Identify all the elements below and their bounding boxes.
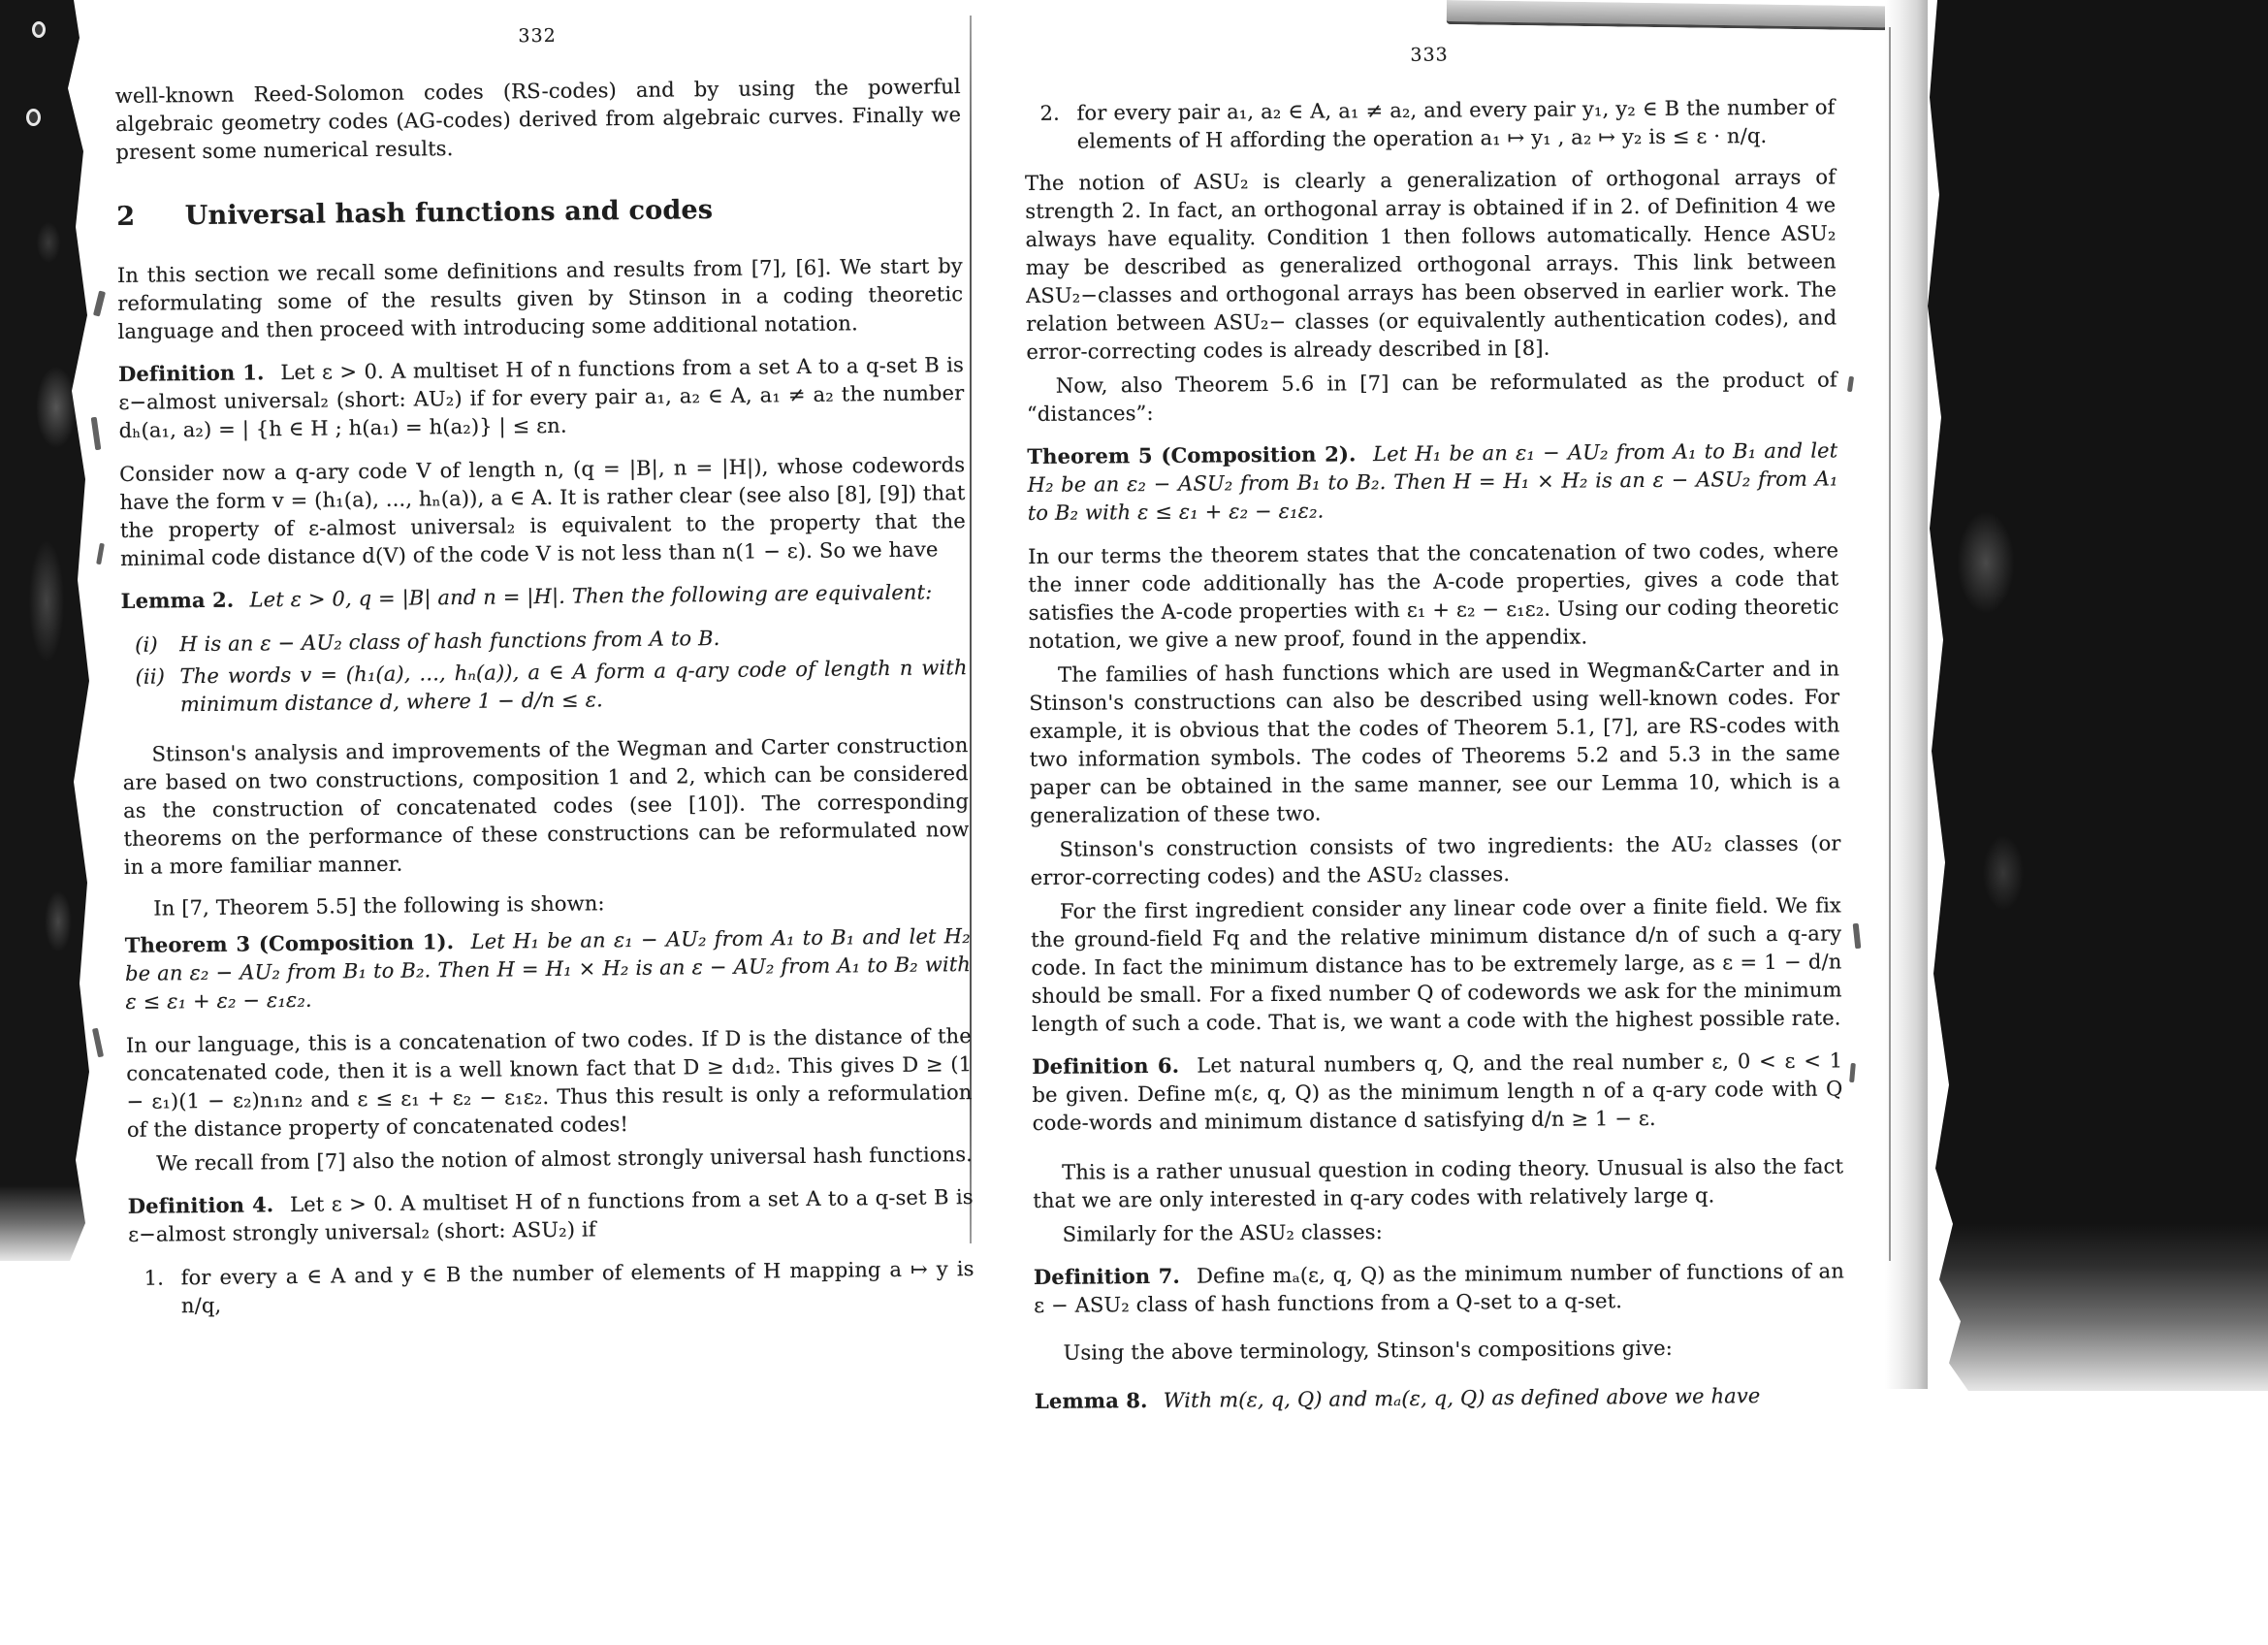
in-our-language-paragraph: In our language, this is a concatenation of two codes. If D is the distance of the concatenated code, then it is a well known fact that D ≥ d₁d₂. This gives D ≥ (1 − ε₁)(1 − ε₂)n₁n₂ and ε ≤ ε₁ + ε₂ − ε₁ε₂. Thus this result is only a reformulation of the distance property of concatenated codes! [125, 1024, 973, 1142]
right-page-number: 333 [1410, 44, 1449, 66]
first-ingredient-paragraph: For the first ingredient consider any linear code over a finite field. We fix the ground-field Fq and the relative minimum distance d/n of such a q-ary code. In fact the minimum distance has to be extremely large, as ε = 1 − d/n should be small. For a fixed number Q of codewords we ask for the minimum length of such a code. That is, we want a code with the highest possible rate. [1031, 893, 1842, 1036]
theorem-5 [1027, 435, 1838, 528]
definition-4-list-continued [1039, 93, 1835, 155]
item-text: for every a ∈ A and y ∈ B the number of elements of H mapping a ↦ y is n/q, [180, 1257, 974, 1318]
scan-smudge [91, 417, 102, 451]
scan-smudge [93, 291, 106, 317]
definition-4-item-2 [1039, 93, 1835, 155]
definition-4 [128, 1182, 974, 1249]
item-text: H is an ε − AU₂ class of hash functions from A to B. [179, 626, 720, 657]
definition-7-label: Definition 7. [1033, 1263, 1180, 1289]
lemma-8 [1035, 1380, 1845, 1416]
in-our-terms-paragraph: In our terms the theorem states that the concatenation of two codes, where the inner code additionally has the A-code properties, gives a code that satisfies the A-code properties with ε₁ + ε₂ − ε₁ε₂. Using our coding theoretic notation, we give a new proof, found in the appendix. [1028, 538, 1839, 653]
unusual-paragraph: This is a rather unusual question in coding theory. Unusual is also the fact that we are only interested in q-ary codes with relatively large q. [1033, 1154, 1844, 1212]
continuation-paragraph: well-known Reed-Solomon codes (RS-codes) and by using the powerful algebraic geometry codes (AG-codes) derived from algebraic curves. Finally we present some numerical results. [114, 75, 962, 164]
definition-1-text: Let ε > 0. A multiset H of n functions from a set A to a q-set B is ε−almost universal₂ (short: AU₂) if for every pair a₁, a₂ ∈ A, a₁ ≠ a₂ the number dₕ(a₁, a₂) = | {h ∈ H ; h(a₁) = h(a₂)} | ≤ εn. [118, 353, 965, 442]
section-number: 2 [116, 201, 136, 232]
theorem-3 [125, 921, 972, 1016]
lemma-2-item-ii [135, 654, 968, 720]
item-marker: (ii) [135, 664, 166, 689]
section-heading [116, 192, 962, 233]
stinson-construction-paragraph: Stinson's construction consists of two ingredients: the AU₂ classes (or error-correcting codes) and the ASU₂ classes. [1030, 831, 1841, 889]
definition-7 [1034, 1256, 1844, 1320]
theorem-3-label: Theorem 3 (Composition 1). [124, 929, 455, 957]
families-paragraph: The families of hash functions which are used in Wegman&Carter and in Stinson's constructions can also be described using well-known codes. For example, it is obvious that the codes of Theorem 5.1, [7], are RS-codes with two information symbols. The codes of Theorems 5.2 and 5.3 in the same paper can be obtained in the same manner, see our Lemma 10, which is a generalization of these two. [1029, 657, 1841, 827]
definition-4-label: Definition 4. [127, 1192, 274, 1218]
consider-paragraph: Consider now a q-ary code V of length n, (q = |B|, n = |H|), whose codewords have the form v = (h₁(a), ..., hₙ(a)), a ∈ A. It is rather clear (see also [8], [9]) that the property of ε-almost universal₂ is equivalent to the property that the minimal code distance d(V) of the code V is not less than n(1 − ε). So we have [119, 453, 966, 570]
page-edge-line [1889, 27, 1891, 1261]
item-text: The words v = (h₁(a), ..., hₙ(a)), a ∈ A form a q-ary code of length n with minimum distance d, where 1 − d/n ≤ ε. [179, 656, 968, 717]
page-edge-strip [1885, 0, 1928, 1389]
definition-1 [118, 350, 965, 445]
definition-4-text: Let ε > 0. A multiset H of n functions from a set A to a q-set B is ε−almost strongly universal₂ (short: ASU₂) if [127, 1185, 974, 1246]
page-curl-artifact [1447, 0, 1902, 31]
now-also-paragraph: Now, also Theorem 5.6 in [7] can be reformulated as the product of “distances”: [1026, 368, 1837, 426]
lemma-2-label: Lemma 2. [120, 587, 235, 613]
definition-4-item-1 [144, 1255, 974, 1321]
section-title: Universal hash functions and codes [184, 195, 714, 232]
scan-speck [26, 109, 41, 126]
notion-paragraph: The notion of ASU₂ is clearly a generalization of orthogonal arrays of strength 2. In fact, an orthogonal array is obtained if in 2. of Definition 4 we always have equality. Condition 1 then follows automatically. Hence ASU₂ may be described as generalized orthogonal arrays. This link between ASU₂−classes and orthogonal arrays has been observed in earlier work. The relation between ASU₂− classes (or equivalently authentication codes), and error-correcting codes is already described in [8]. [1025, 165, 1837, 364]
definition-4-list [144, 1255, 974, 1321]
we-recall-paragraph: We recall from [7] also the notion of almost strongly universal hash functions. [156, 1143, 974, 1176]
scan-smudge [1847, 376, 1854, 393]
similarly-paragraph: Similarly for the ASU₂ classes: [1062, 1220, 1384, 1246]
stinson-paragraph: Stinson's analysis and improvements of the Wegman and Carter construction are based on two constructions, composition 1 and 2, which can be considered as the construction of concatenated codes (see [10]). The corresponding theorems on the performance of these constructions can be reformulated now in a more familiar manner. [122, 733, 970, 879]
in7-paragraph: In [7, Theorem 5.5] the following is shown: [153, 891, 605, 920]
lemma-2-item-i [135, 622, 967, 660]
lemma-8-text: With m(ε, q, Q) and mₐ(ε, q, Q) as defined above we have [1163, 1384, 1761, 1412]
right-page [1024, 38, 1845, 1432]
theorem-5-text: Let H₁ be an ε₁ − AU₂ from A₁ to B₁ and let H₂ be an ε₂ − ASU₂ from B₁ to B₂. Then H = H₁ × H₂ is an ε − ASU₂ from A₁ to B₂ with ε ≤ ε₁ + ε₂ − ε₁ε₂. [1027, 438, 1838, 525]
lemma-2 [121, 577, 967, 616]
lemma-8-label: Lemma 8. [1034, 1388, 1148, 1413]
scan-smudge [1849, 1063, 1856, 1082]
scan-edge-left [0, 0, 89, 1261]
scan-smudge [96, 543, 105, 565]
scan-speck [32, 21, 46, 38]
definition-6 [1032, 1046, 1843, 1138]
item-marker: 2. [1039, 101, 1060, 125]
left-page-number: 332 [518, 24, 557, 48]
definition-6-text: Let natural numbers q, Q, and the real number ε, 0 < ε < 1 be given. Define m(ε, q, Q) as the minimum length n of a q-ary code with Q code-words and minimum distance d satisfying d/n ≥ 1 − ε. [1032, 1048, 1843, 1135]
theorem-3-text: Let H₁ be an ε₁ − AU₂ from A₁ to B₁ and let H₂ be an ε₂ − AU₂ from B₁ to B₂. Then H = H₁ × H₂ is an ε − AU₂ from A₁ to B₂ with ε ≤ ε₁ + ε₂ − ε₁ε₂. [124, 924, 972, 1014]
item-marker: (i) [135, 632, 158, 657]
item-text: for every pair a₁, a₂ ∈ A, a₁ ≠ a₂, and every pair y₁, y₂ ∈ B the number of elements of H affording the operation a₁ ↦ y₁ , a₂ ↦ y₂ is ≤ ε · n/q. [1076, 95, 1836, 153]
scan-smudge [92, 1028, 104, 1058]
scan-edge-right [1926, 0, 2268, 1391]
definition-6-label: Definition 6. [1032, 1052, 1180, 1079]
lemma-2-text: Let ε > 0, q = |B| and n = |H|. Then the following are equivalent: [249, 580, 933, 612]
using-terminology-paragraph: Using the above terminology, Stinson's compositions give: [1063, 1336, 1674, 1365]
definition-1-label: Definition 1. [117, 360, 265, 386]
item-marker: 1. [144, 1266, 165, 1290]
intro-paragraph: In this section we recall some definitions and results from [7], [6]. We start by reformulating some of the results given by Stinson in a coding theoretic language and then proceed with introducing some additional notation. [116, 254, 964, 343]
theorem-5-label: Theorem 5 (Composition 2). [1027, 441, 1357, 468]
left-page [114, 17, 974, 1335]
scan-smudge [1853, 923, 1862, 949]
lemma-2-list [135, 622, 968, 720]
definition-7-text: Define mₐ(ε, q, Q) as the minimum number of functions of an ε − ASU₂ class of hash functions from a Q-set to a q-set. [1034, 1259, 1845, 1317]
